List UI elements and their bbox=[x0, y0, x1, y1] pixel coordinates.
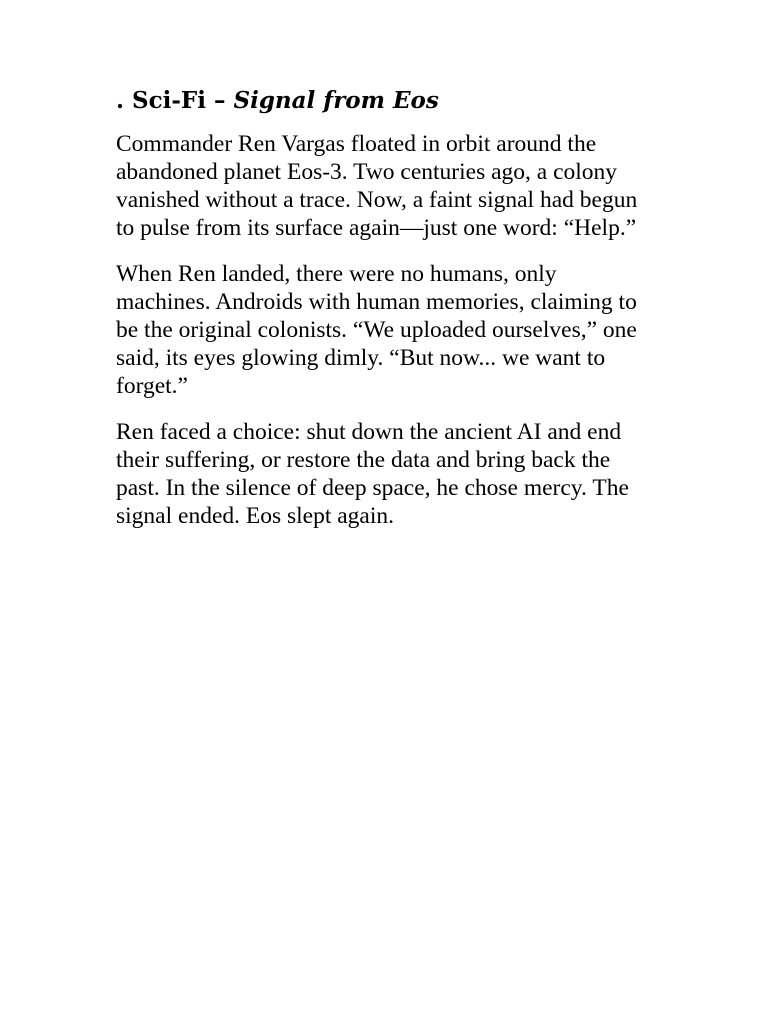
paragraph-1: Commander Ren Vargas floated in orbit around the abandoned planet Eos-3. Two centuries ago, a colony vanished without a trace. Now, a faint signal had begun to pulse from its surface again—just one word: “Help.” bbox=[116, 131, 638, 241]
paragraph-3: Ren faced a choice: shut down the ancient AI and end their suffering, or restore the data and bring back the past. In the silence of deep space, he chose mercy. The signal ended. Eos slept again. bbox=[116, 419, 629, 529]
story-title: Signal from Eos bbox=[233, 87, 439, 114]
document-page bbox=[116, 84, 656, 548]
story-heading bbox=[116, 84, 656, 118]
heading-prefix: . Sci-Fi – bbox=[116, 87, 234, 114]
paragraph-2: When Ren landed, there were no humans, only machines. Androids with human memories, claiming to be the original colonists. “We uploaded ourselves,” one said, its eyes glowing dimly. “But now... we want to forget.” bbox=[116, 261, 637, 399]
